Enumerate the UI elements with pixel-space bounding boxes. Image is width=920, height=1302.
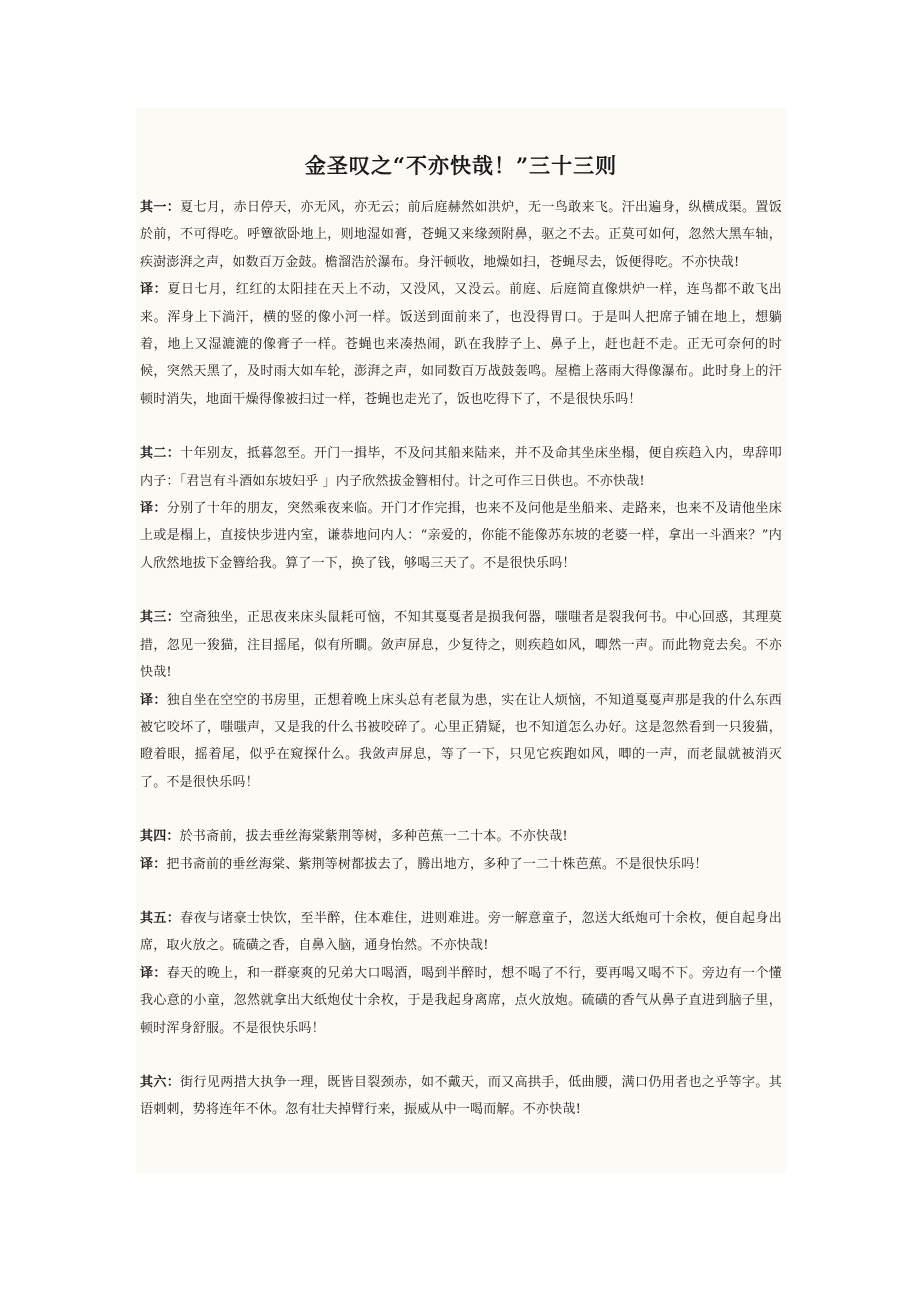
original-text: 空斋独坐，正思夜来床头鼠耗可恼，不知其戛戛者是损我何器，嗤嗤者是裂我何书。中心回惑，其理莫措，忽见一狻猫，注目摇尾，似有所瞷。敛声屏息，少复待之，则疾趋如风，唧然一声。而此物竟去矣。不亦快哉! — [140, 610, 782, 681]
translation-text: 把书斋前的垂丝海棠、紫荆等树都拔去了，腾出地方，多种了一二十株芭蕉。不是很快乐吗！ — [166, 856, 708, 872]
section-2-translation — [140, 495, 782, 577]
translation-label: 译： — [140, 692, 167, 708]
section-label: 其五： — [140, 910, 181, 926]
original-text: 春夜与诸豪士快饮，至半醉，住本难住，进则难进。旁一解意童子，忽送大纸炮可十余枚，便自起身出席，取火放之。硫磺之香，自鼻入脑，通身怡然。不亦快哉! — [140, 910, 782, 954]
section-6-original — [140, 1069, 782, 1124]
section-label: 其一： — [140, 200, 181, 215]
translation-text: 夏日七月，红红的太阳挂在天上不动，又没风，又没云。前庭、后庭简直像烘炉一样，连鸟都不敢飞出来。浑身上下淌汗，横的竖的像小河一样。饭送到面前来了，也没得胃口。于是叫人把席子铺在地上，想躺着，地上又湿漉漉的像膏子一样。苍蝇也来凑热闹，趴在我脖子上、鼻子上，赶也赶不走。正无可奈何的时候，突然天黑了，及时雨大如车轮，澎湃之声，如同数百万战鼓轰鸣。屋檐上落雨大得像瀑布。此时身上的汗顿时消失，地面干燥得像被扫过一样，苍蝇也走光了，饭也吃得下了，不是很快乐吗！ — [140, 282, 782, 407]
section-divider — [140, 796, 782, 823]
translation-label: 译： — [140, 856, 167, 872]
translation-label: 译： — [140, 282, 168, 298]
translation-label: 译： — [140, 501, 167, 517]
document-title: 金圣叹之“不亦快哉！”三十三则 — [304, 153, 618, 178]
document-body — [140, 194, 782, 1124]
document-page — [136, 108, 786, 1173]
section-divider — [140, 577, 782, 604]
translation-label: 译： — [140, 965, 167, 981]
section-label: 其六： — [140, 1074, 181, 1090]
translation-text: 分别了十年的朋友，突然乘夜来临。开门才作完揖，也来不及问他是坐船来、走路来，也来不及请他坐床上或是榻上，直接快步进内室，谦恭地问内人：“亲爱的，你能不能像苏东坡的老婆一样，拿出一斗酒来？”内人欣然地拔下金簪给我。算了一下，换了钱，够喝三天了。不是很快乐吗！ — [140, 501, 782, 571]
section-divider — [140, 878, 782, 905]
translation-text: 独自坐在空空的书房里，正想着晚上床头总有老鼠为患，实在让人烦恼，不知道戛戛声那是我的什么东西被它咬坏了，嗤嗤声，又是我的什么书被咬碎了。心里正猜疑，也不知道怎么办好。这是忽然看到一只狻猫，瞪着眼，摇着尾，似乎在窥探什么。我敛声屏息，等了一下，只见它疾跑如风，唧的一声，而老鼠就被消灭了。不是很快乐吗！ — [140, 692, 782, 790]
original-text: 夏七月，赤日停天，亦无风，亦无云；前后庭赫然如洪炉，无一鸟敢来飞。汗出遍身，纵横成渠。置饭於前，不可得吃。呼簟欲卧地上，则地湿如膏，苍蝇又来缘颈附鼻，驱之不去。正莫可如何，忽然大黑车轴，疾澍澎湃之声，如数百万金鼓。檐溜浩於瀑布。身汗顿收，地燥如扫，苍蝇尽去，饭便得吃。不亦快哉! — [140, 200, 782, 270]
original-text: 十年别友，抵暮忽至。开门一揖毕，不及问其船来陆来，并不及命其坐床坐榻，便自疾趋入内，卑辞叩内子：「君岂有斗酒如东坡妇乎 」内子欣然拔金簪相付。计之可作三日供也。不亦快哉! — [140, 446, 782, 489]
section-divider — [140, 413, 782, 440]
section-1-translation — [140, 276, 782, 413]
section-label: 其二： — [140, 446, 181, 462]
section-label: 其三： — [140, 610, 181, 626]
section-4-original — [140, 823, 782, 850]
section-label: 其四： — [140, 829, 180, 845]
original-text: 於书斋前，拔去垂丝海棠紫荆等树，多种芭蕉一二十本。不亦快哉! — [179, 829, 568, 845]
section-5-original — [140, 905, 782, 960]
section-3-translation — [140, 687, 782, 797]
original-text: 街行见两措大执争一理，既皆目裂颈赤，如不戴天，而又高拱手，低曲腰，满口仍用者也之乎等字。其语刺刺，势将连年不休。忽有壮夫掉臂行来，振威从中一喝而解。不亦快哉! — [140, 1074, 782, 1118]
section-2-original — [140, 440, 782, 495]
section-4-translation — [140, 851, 782, 878]
section-1-original — [140, 194, 782, 276]
section-3-original — [140, 604, 782, 686]
section-5-translation — [140, 960, 782, 1042]
section-divider — [140, 1042, 782, 1069]
translation-text: 春天的晚上，和一群豪爽的兄弟大口喝酒，喝到半醉时，想不喝了不行，要再喝又喝不下。旁边有一个懂我心意的小童，忽然就拿出大纸炮仗十余枚，于是我起身离席，点火放炮。硫磺的香气从鼻子直进到脑子里，顿时浑身舒服。不是很快乐吗！ — [140, 965, 782, 1036]
